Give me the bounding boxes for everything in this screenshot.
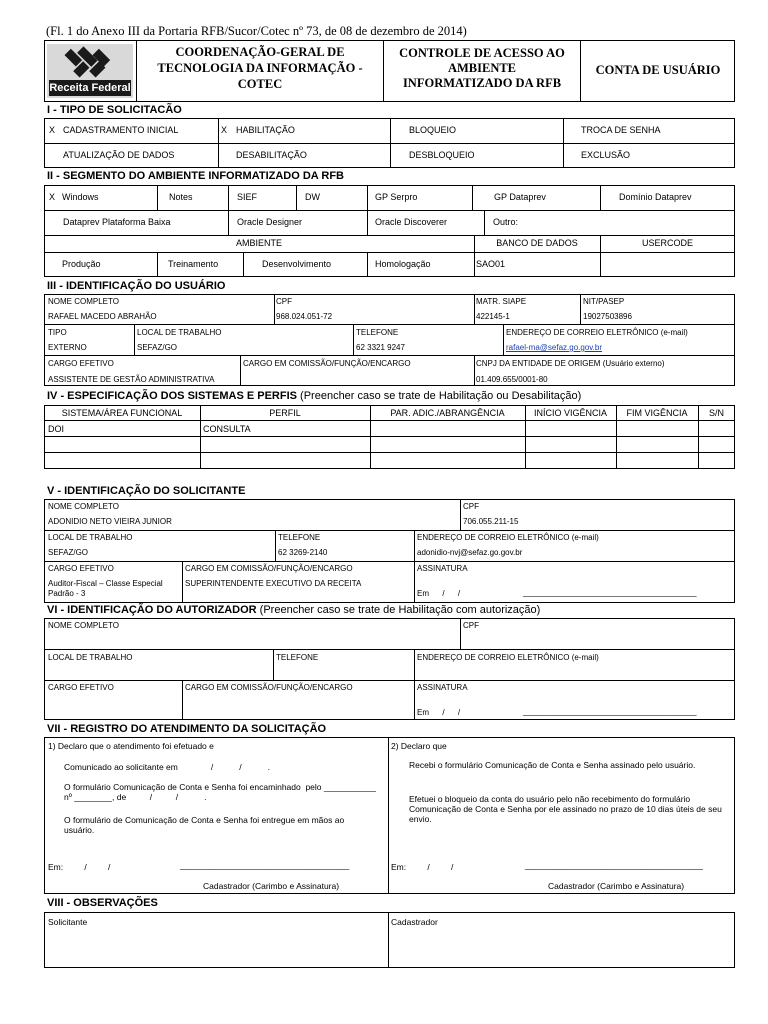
section-6-title: VI - IDENTIFICAÇÃO DO AUTORIZADOR (Preencher caso se trate de Habilitação com autorização) bbox=[47, 604, 541, 616]
col-sistema: SISTEMA/ÁREA FUNCIONAL bbox=[61, 408, 183, 418]
left-data-field[interactable]: Em: / / bbox=[48, 862, 111, 872]
banco-dados-value[interactable]: SAO01 bbox=[476, 259, 506, 269]
aut-email-label: ENDEREÇO DE CORREIO ELETRÔNICO (e-mail) bbox=[417, 653, 599, 662]
section-1-title: I - TIPO DE SOLICITACÃO bbox=[47, 104, 182, 116]
aut-signature-line[interactable]: _______________________________________ bbox=[523, 707, 697, 716]
sol-signature-line[interactable]: _______________________________________ bbox=[523, 588, 697, 597]
solicitante-nome[interactable]: ADONIDIO NETO VIEIRA JUNIOR bbox=[48, 517, 172, 526]
aut-assinatura-label: ASSINATURA bbox=[417, 683, 468, 692]
aut-data-field[interactable]: Em / / bbox=[417, 708, 461, 717]
solicitante-cargo[interactable]: Auditor-Fiscal – Classe Especial bbox=[48, 579, 163, 588]
right-data-field[interactable]: Em: / / bbox=[391, 862, 454, 872]
obs-solicitante[interactable]: Solicitante bbox=[48, 917, 88, 927]
nit-label: NIT/PASEP bbox=[583, 297, 625, 306]
declaro-que: 2) Declaro que bbox=[391, 741, 447, 751]
observacoes-table bbox=[44, 912, 735, 968]
recebi-formulario: Recebi o formulário Comunicação de Conta e Senha assinado pelo usuário. bbox=[409, 760, 696, 770]
aut-cpf-label: CPF bbox=[463, 621, 479, 630]
solicitante-email[interactable]: adonidio-nvj@sefaz.go.gov.br bbox=[417, 548, 523, 557]
cargo-label: CARGO EFETIVO bbox=[48, 359, 114, 368]
solicitante-telefone[interactable]: 62 3269-2140 bbox=[278, 548, 328, 557]
table-row-sistema[interactable]: DOI bbox=[48, 424, 65, 434]
efetuei-bloqueio: Efetuei o bloqueio da conta do usuário pelo não recebimento do formulário Comunicação de Conta e Senha por ele assinado no prazo de 10 dias úteis de seu envio. bbox=[409, 794, 722, 824]
usuario-nome[interactable]: RAFAEL MACEDO ABRAHÃO bbox=[48, 312, 157, 321]
usuario-tipo[interactable]: EXTERNO bbox=[48, 343, 87, 352]
section-4-title: IV - ESPECIFICAÇÃO DOS SISTEMAS E PERFIS (Preencher caso se trate de Habilitação ou Desabilitação) bbox=[47, 390, 582, 402]
formulario-encaminhado[interactable]: O formulário Comunicação de Conta e Senha foi encaminhado pelo ___________ nº ________, de / / . bbox=[64, 782, 379, 802]
check-mark[interactable]: X bbox=[221, 125, 228, 135]
aut-nome-label: NOME COMPLETO bbox=[48, 621, 119, 630]
sol-email-label: ENDEREÇO DE CORREIO ELETRÔNICO (e-mail) bbox=[417, 533, 599, 542]
usuario-matr[interactable]: 422145-1 bbox=[476, 312, 510, 321]
sol-comissao-label: CARGO EM COMISSÃO/FUNÇÃO/ENCARGO bbox=[185, 564, 353, 573]
identificacao-autorizador-table bbox=[44, 618, 735, 720]
option-troca-senha: TROCA DE SENHA bbox=[581, 125, 661, 135]
local-label: LOCAL DE TRABALHO bbox=[137, 328, 222, 337]
option-desabilitacao: DESABILITAÇÃO bbox=[236, 150, 307, 160]
sol-cargo-label: CARGO EFETIVO bbox=[48, 564, 114, 573]
sol-local-label: LOCAL DE TRABALHO bbox=[48, 533, 133, 542]
header-usercode: USERCODE bbox=[641, 238, 693, 248]
aut-local-label: LOCAL DE TRABALHO bbox=[48, 653, 133, 662]
option-bloqueio: BLOQUEIO bbox=[409, 125, 457, 135]
check-mark[interactable]: X bbox=[49, 192, 56, 202]
aut-comissao-label: CARGO EM COMISSÃO/FUNÇÃO/ENCARGO bbox=[185, 683, 353, 692]
segment-gp-serpro: GP Serpro bbox=[375, 192, 418, 202]
matr-label: MATR. SIAPE bbox=[476, 297, 527, 306]
section-7-title: VII - REGISTRO DO ATENDIMENTO DA SOLICITAÇÃO bbox=[47, 723, 327, 735]
section-3-title: III - IDENTIFICAÇÃO DO USUÁRIO bbox=[47, 280, 226, 292]
ambiente-desenvolvimento: Desenvolvimento bbox=[262, 259, 332, 269]
ambiente-producao: Produção bbox=[62, 259, 101, 269]
conta-usuario-title: CONTA DE USUÁRIO bbox=[595, 63, 721, 77]
option-exclusao: EXCLUSÃO bbox=[581, 150, 631, 160]
segment-dominio-dataprev: Domínio Dataprev bbox=[619, 192, 692, 202]
header-ambiente: AMBIENTE bbox=[235, 238, 282, 248]
telefone-label: TELEFONE bbox=[356, 328, 399, 337]
left-cadastrador-label: Cadastrador (Carimbo e Assinatura) bbox=[203, 881, 340, 891]
sol-telefone-label: TELEFONE bbox=[278, 533, 321, 542]
col-inicio-vigencia: INÍCIO VIGÊNCIA bbox=[533, 408, 607, 418]
table-row-perfil[interactable]: CONSULTA bbox=[203, 424, 251, 434]
declaro-atendimento: 1) Declaro que o atendimento foi efetuado e bbox=[48, 741, 214, 751]
header-banco-dados: BANCO DE DADOS bbox=[496, 238, 578, 248]
section-2-title: II - SEGMENTO DO AMBIENTE INFORMATIZADO DA RFB bbox=[47, 170, 344, 182]
col-fim-vigencia: FIM VIGÊNCIA bbox=[626, 408, 688, 418]
usuario-telefone[interactable]: 62 3321 9247 bbox=[356, 343, 405, 352]
col-sn: S/N bbox=[708, 408, 724, 418]
check-mark[interactable]: X bbox=[49, 125, 56, 135]
sol-nome-label: NOME COMPLETO bbox=[48, 502, 119, 511]
option-habilitacao: HABILITAÇÃO bbox=[236, 125, 295, 135]
segment-outro: Outro: bbox=[493, 217, 519, 227]
nome-label: NOME COMPLETO bbox=[48, 297, 119, 306]
ambiente-treinamento: Treinamento bbox=[168, 259, 219, 269]
usuario-local[interactable]: SEFAZ/GO bbox=[137, 343, 178, 352]
logo-text: Receita Federal bbox=[49, 82, 131, 94]
col-par-adic: PAR. ADIC./ABRANGÊNCIA bbox=[390, 408, 505, 418]
segment-oracle-designer: Oracle Designer bbox=[237, 217, 303, 227]
segment-sief: SIEF bbox=[237, 192, 258, 202]
segment-oracle-discoverer: Oracle Discoverer bbox=[375, 217, 448, 227]
segment-notes: Notes bbox=[169, 192, 193, 202]
segment-dw: DW bbox=[305, 192, 320, 202]
section-8-title: VIII - OBSERVAÇÕES bbox=[47, 897, 158, 909]
option-cadastramento: CADASTRAMENTO INICIAL bbox=[63, 125, 179, 135]
cpf-label: CPF bbox=[276, 297, 292, 306]
solicitante-cargo-padrao[interactable]: Padrão - 3 bbox=[48, 589, 86, 598]
comissao-label: CARGO EM COMISSÃO/FUNÇÃO/ENCARGO bbox=[243, 359, 411, 368]
right-signature-line[interactable]: ________________________________________ bbox=[525, 861, 703, 870]
obs-cadastrador[interactable]: Cadastrador bbox=[391, 917, 438, 927]
receita-federal-logo bbox=[47, 44, 133, 98]
usuario-cpf[interactable]: 968.024.051-72 bbox=[276, 312, 333, 321]
segment-windows: Windows bbox=[62, 192, 99, 202]
aut-telefone-label: TELEFONE bbox=[276, 653, 319, 662]
controle-title: CONTROLE DE ACESSO AO AMBIENTE INFORMATIZADO DA RFB bbox=[399, 46, 565, 90]
cotec-title: COORDENAÇÃO-GERAL DE TECNOLOGIA DA INFORMAÇÃO - COTEC bbox=[157, 45, 363, 91]
segment-gp-dataprev: GP Dataprev bbox=[494, 192, 546, 202]
usuario-cnpj[interactable]: 01.409.655/0001-80 bbox=[476, 375, 548, 384]
segment-dataprev-plataforma: Dataprev Plataforma Baixa bbox=[63, 217, 171, 227]
aut-cargo-label: CARGO EFETIVO bbox=[48, 683, 114, 692]
comunicado-solicitante[interactable]: Comunicado ao solicitante em / / . bbox=[64, 762, 270, 772]
ambiente-homologacao: Homologação bbox=[375, 259, 431, 269]
sol-cpf-label: CPF bbox=[463, 502, 479, 511]
col-perfil: PERFIL bbox=[269, 408, 301, 418]
usuario-email-link[interactable]: rafael-ma@sefaz.go.gov.br bbox=[506, 343, 603, 352]
tipo-label: TIPO bbox=[48, 328, 67, 337]
email-label: ENDEREÇO DE CORREIO ELETRÔNICO (e-mail) bbox=[506, 328, 688, 337]
section-5-title: V - IDENTIFICAÇÃO DO SOLICITANTE bbox=[47, 485, 246, 497]
usuario-cargo[interactable]: ASSISTENTE DE GESTÃO ADMINISTRATIVA bbox=[48, 375, 215, 384]
right-cadastrador-label: Cadastrador (Carimbo e Assinatura) bbox=[548, 881, 685, 891]
identificacao-usuario-table bbox=[44, 294, 735, 386]
option-atualizacao: ATUALIZAÇÃO DE DADOS bbox=[63, 150, 175, 160]
cnpj-label: CNPJ DA ENTIDADE DE ORIGEM (Usuário externo) bbox=[476, 359, 665, 368]
option-desbloqueio: DESBLOQUEIO bbox=[409, 150, 475, 160]
sol-data-field[interactable]: Em / / bbox=[417, 589, 461, 598]
formulario-entregue: O formulário de Comunicação de Conta e Senha foi entregue em mãos ao usuário. bbox=[64, 815, 345, 835]
sol-assinatura-label: ASSINATURA bbox=[417, 564, 468, 573]
solicitante-local[interactable]: SEFAZ/GO bbox=[48, 548, 89, 557]
form-reference: (Fl. 1 do Anexo III da Portaria RFB/Sucor/Cotec nº 73, de 08 de dezembro de 2014) bbox=[46, 24, 467, 38]
left-signature-line[interactable]: ______________________________________ bbox=[180, 861, 350, 870]
solicitante-cpf[interactable]: 706.055.211-15 bbox=[463, 517, 519, 526]
usuario-nit[interactable]: 19027503896 bbox=[583, 312, 632, 321]
solicitante-comissao[interactable]: SUPERINTENDENTE EXECUTIVO DA RECEITA bbox=[185, 579, 362, 588]
